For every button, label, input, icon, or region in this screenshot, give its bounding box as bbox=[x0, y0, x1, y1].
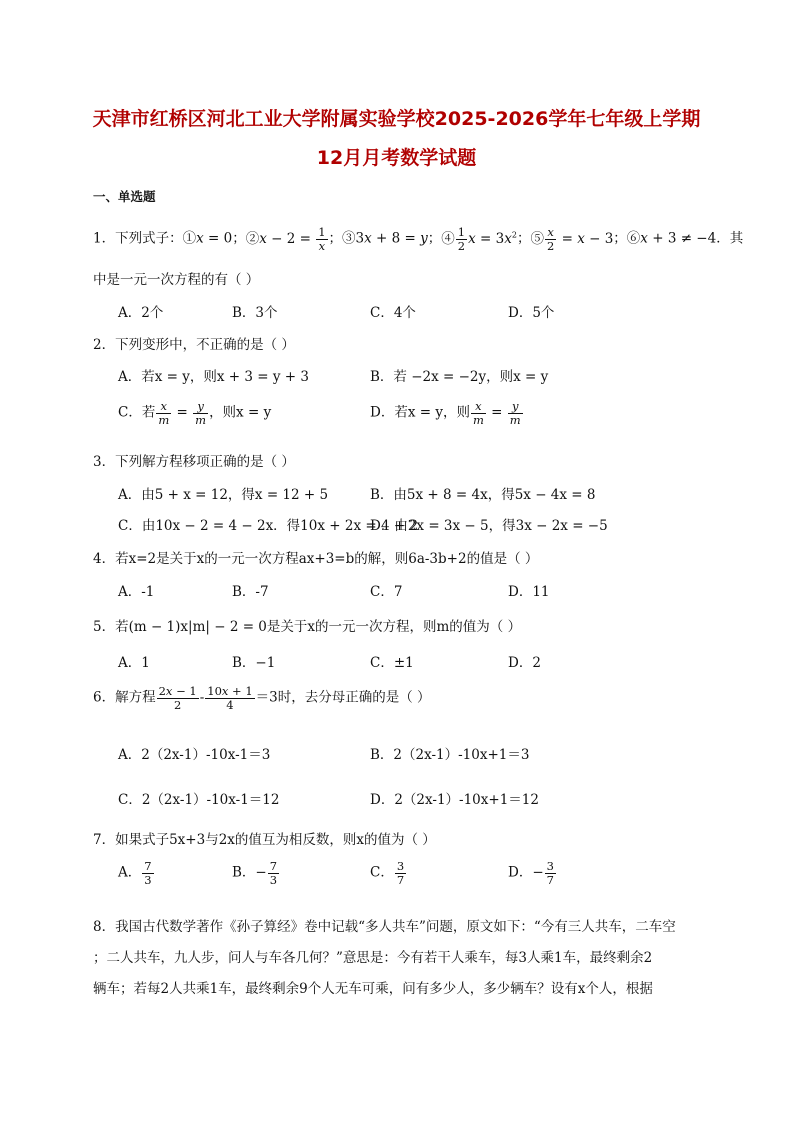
q3-option-d[interactable]: D．由2x = 3x − 5，得3x − 2x = −5 bbox=[370, 518, 608, 534]
q8-line1: 8．我国古代数学著作《孙子算经》卷中记载“多人共车”问题，原文如下：“今有三人共车，二车空 bbox=[93, 919, 676, 935]
q5-option-d[interactable]: D．2 bbox=[508, 655, 541, 671]
q1-tail: ．其 bbox=[716, 230, 744, 247]
q3-option-c[interactable]: C．由10x − 2 = 4 − 2x．得10x + 2x = 4 + 2 bbox=[118, 518, 419, 534]
q6-option-d[interactable]: D．2（2x-1）-10x+1＝12 bbox=[370, 792, 539, 808]
doc-title-line1: 天津市红桥区河北工业大学附属实验学校2025-2026学年七年级上学期 bbox=[92, 108, 701, 130]
q6-suffix: ＝3时，去分母正确的是（ ） bbox=[255, 689, 431, 706]
q2-option-a[interactable]: A．若x = y，则x + 3 = y + 3 bbox=[118, 369, 309, 385]
q6-stem: 6．解方程 $\frac{2x - 1}{2}$ - $\frac{10x + 1}{4}$ ＝3时，去分母正确的是（ ） bbox=[93, 684, 431, 712]
q2-d-prefix: D．若x = y，则 bbox=[370, 404, 470, 421]
q1-item-1: ①x = 0 bbox=[182, 230, 233, 247]
q1-line2: 中是一元一次方程的有（ ） bbox=[93, 272, 260, 288]
q1-option-c[interactable]: C．4个 bbox=[370, 305, 416, 321]
q1-prefix: 1．下列式子： bbox=[93, 230, 183, 247]
q8-line2: ；二人共车，九人步，问人与车各几何？”意思是：今有若干人乘车，每3人乘1车，最终剩余2 bbox=[93, 950, 653, 966]
q1-item-6: ⑥x + 3 ≠ −4 bbox=[626, 230, 717, 247]
q1-item-5: ⑤ $\frac{x}{2}$ = x − 3 bbox=[530, 225, 614, 253]
q4-option-d[interactable]: D．11 bbox=[508, 584, 550, 600]
q7-option-d[interactable]: D．− $\frac{3}{7}$ bbox=[508, 859, 554, 887]
q1-option-b[interactable]: B．3个 bbox=[232, 305, 278, 321]
q1-stem: 1．下列式子：①x = 0；②x − 2 = $\frac{1}{x}$ ；③3x + 8 = y；④ $\frac{1}{2}$ $x = 3x^2$；⑤ $\frac{x}{2}$ = x − 3；⑥x + 3 ≠ −4．其 bbox=[93, 225, 744, 253]
q5-option-c[interactable]: C．±1 bbox=[370, 655, 414, 671]
q2-option-d[interactable]: D．若x = y，则 $\frac{x}{m}$ = $\frac{y}{m}$ bbox=[370, 399, 521, 427]
q2-c-prefix: C．若 bbox=[118, 404, 156, 421]
section-heading: 一、单选题 bbox=[93, 189, 156, 204]
q6-option-a[interactable]: A．2（2x-1）-10x-1＝3 bbox=[118, 747, 271, 763]
q1-item-2: ②x − 2 = $\frac{1}{x}$ bbox=[245, 225, 326, 253]
q1-item-4: ④ $\frac{1}{2}$ $x = 3x^2$ bbox=[441, 225, 517, 253]
q7-option-b[interactable]: B．− $\frac{7}{3}$ bbox=[232, 859, 278, 887]
q6-option-c[interactable]: C．2（2x-1）-10x-1＝12 bbox=[118, 792, 280, 808]
q3-option-b[interactable]: B．由5x + 8 = 4x，得5x − 4x = 8 bbox=[370, 487, 596, 503]
q4-option-b[interactable]: B．-7 bbox=[232, 584, 269, 600]
q5-stem: 5．若(m − 1)x|m| − 2 = 0是关于x的一元一次方程，则m的值为（ ） bbox=[93, 619, 522, 635]
q5-option-b[interactable]: B．−1 bbox=[232, 655, 276, 671]
q1-item-3: ③3x + 8 = y bbox=[342, 230, 428, 247]
q2-option-c[interactable]: C．若 $\frac{x}{m}$ = $\frac{y}{m}$ ，则x = y bbox=[118, 399, 272, 427]
q7-stem: 7．如果式子5x+3与2x的值互为相反数，则x的值为（ ） bbox=[93, 832, 436, 848]
q2-c-suffix: ，则x = y bbox=[209, 404, 272, 421]
q8-line3: 辆车；若每2人共乘1车，最终剩余9个人无车可乘，问有多少人，多少辆车？设有x个人，根据 bbox=[93, 981, 653, 997]
q3-stem: 3．下列解方程移项正确的是（ ） bbox=[93, 454, 295, 470]
doc-title-line2: 12月月考数学试题 bbox=[316, 147, 477, 169]
q2-stem: 2．下列变形中，不正确的是（ ） bbox=[93, 337, 295, 353]
q6-prefix: 6．解方程 bbox=[93, 689, 156, 706]
q4-stem: 4．若x=2是关于x的一元一次方程ax+3=b的解，则6a-3b+2的值是（ ） bbox=[93, 551, 539, 567]
q5-option-a[interactable]: A．1 bbox=[118, 655, 150, 671]
q4-option-c[interactable]: C．7 bbox=[370, 584, 403, 600]
q6-option-b[interactable]: B．2（2x-1）-10x+1＝3 bbox=[370, 747, 530, 763]
q2-option-b[interactable]: B．若 −2x = −2y，则x = y bbox=[370, 369, 549, 385]
q1-option-d[interactable]: D．5个 bbox=[508, 305, 555, 321]
q1-option-a[interactable]: A．2个 bbox=[118, 305, 164, 321]
q4-option-a[interactable]: A．-1 bbox=[118, 584, 155, 600]
q7-option-c[interactable]: C． $\frac{3}{7}$ bbox=[370, 859, 405, 887]
q3-option-a[interactable]: A．由5 + x = 12，得x = 12 + 5 bbox=[118, 487, 329, 503]
q7-option-a[interactable]: A． $\frac{7}{3}$ bbox=[118, 859, 152, 887]
